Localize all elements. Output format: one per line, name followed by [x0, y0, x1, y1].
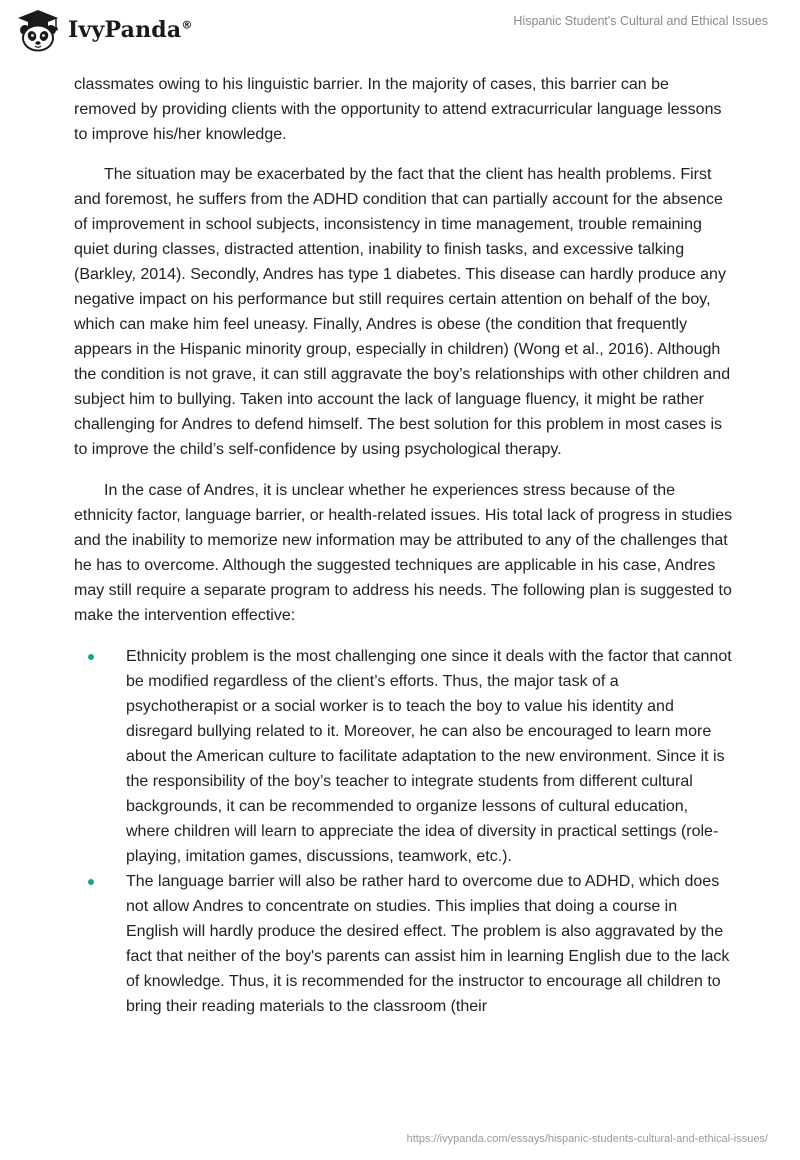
document-title: Hispanic Student's Cultural and Ethical Issues — [513, 14, 768, 28]
essay-body — [74, 72, 734, 1019]
list-item — [74, 869, 734, 1019]
paragraph-intervention-plan: In the case of Andres, it is unclear whether he experiences stress because of the ethnicity factor, language barrier, or health-related issues. His total lack of progress in studies and the inability to memorize new information may be attributed to any of the challenges that he has to overcome. Although the suggested techniques are applicable in his case, Andres may still require a separate program to address his needs. The following plan is suggested to make the intervention effective: — [74, 482, 733, 624]
paragraph-health-problems: The situation may be exacerbated by the fact that the client has health problems. First and foremost, he suffers from the ADHD condition that can partially account for the absence of improvement in school subjects, inconsistency in time management, trouble remaining quiet during classes, distracted attention, inability to finish tasks, and excessive talking (Barkley, 2014). Secondly, Andres has type 1 diabetes. This disease can hardly produce any negative impact on his performance but still requires certain attention on behalf of the boy, which can make him feel uneasy. Finally, Andres is obese (the condition that frequently appears in the Hispanic minority group, especially in children) (Wong et al., 2016). Although the condition is not grave, it can still aggravate the boy’s relationships with other children and subject him to bullying. Taken into account the lack of language fluency, it might be rather challenging for Andres to defend himself. The best solution for this problem in most cases is to improve the child’s self-confidence by using psychological therapy. — [74, 166, 731, 458]
brand-name: IvyPanda® — [68, 17, 193, 43]
brand-logo[interactable] — [14, 8, 193, 52]
paragraph-continuation: classmates owing to his linguistic barrier. In the majority of cases, this barrier can be removed by providing clients with the opportunity to attend extracurricular language lessons to improve his/her knowledge. — [74, 76, 722, 143]
list-item-text: The language barrier will also be rather hard to overcome due to ADHD, which does not allow Andres to concentrate on studies. This implies that doing a course in English will hardly produce the desired effect. The problem is also aggravated by the fact that neither of the boy's parents can assist him in learning English due to the lack of knowledge. Thus, it is recommended for the instructor to encourage all children to bring their reading materials to the classroom (their — [126, 873, 730, 1015]
panda-graduate-icon — [14, 8, 62, 52]
list-item — [74, 644, 734, 869]
bullet-dot-icon — [88, 654, 94, 660]
page-header — [0, 0, 800, 60]
bullet-dot-icon — [88, 879, 94, 885]
source-url-link[interactable]: https://ivypanda.com/essays/hispanic-students-cultural-and-ethical-issues/ — [406, 1133, 768, 1145]
plan-list — [74, 644, 734, 1019]
list-item-text: Ethnicity problem is the most challenging one since it deals with the factor that cannot be modified regardless of the client’s efforts. Thus, the major task of a psychotherapist or a social worker is to teach the boy to value his identity and disregard bullying related to it. Moreover, he can also be encouraged to learn more about the American culture to facilitate adaptation to the new environment. Since it is the responsibility of the boy’s teacher to integrate students from different cultural backgrounds, it can be recommended to organize lessons of cultural education, where children will learn to appreciate the idea of diversity in practical settings (role-playing, imitation games, discussions, teamwork, etc.). — [126, 648, 732, 865]
